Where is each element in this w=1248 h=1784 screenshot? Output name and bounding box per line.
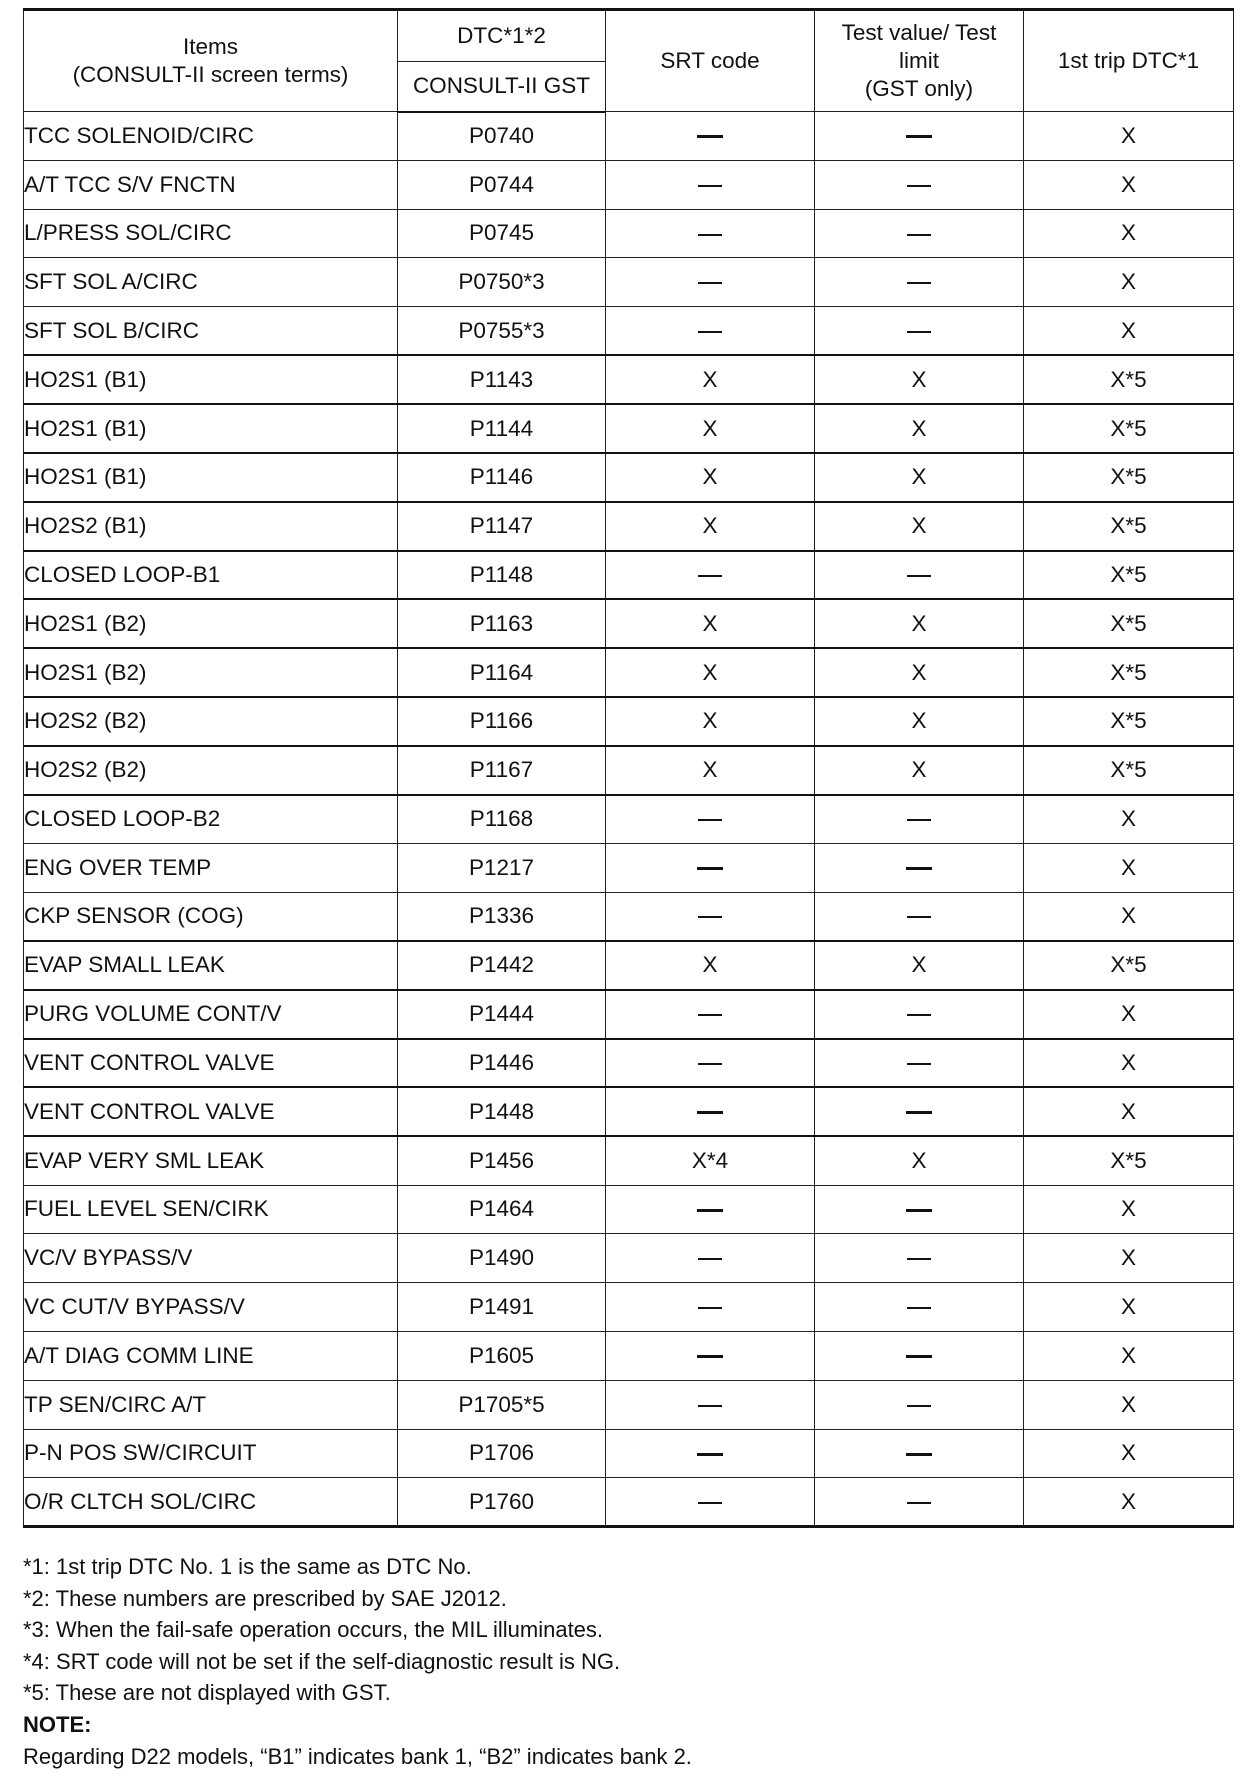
footnote-3: *3: When the fail-safe operation occurs, the MIL illuminates.: [23, 1617, 604, 1643]
table-row: [24, 1039, 1234, 1088]
row-test-value: [815, 892, 1024, 941]
row-first-trip: X: [1024, 795, 1234, 844]
row-dtc-code: P1706: [398, 1429, 606, 1478]
dash-mark: [698, 1258, 722, 1260]
dash-mark: [698, 1405, 722, 1407]
table-row: [24, 746, 1234, 795]
footnote-1: *1: 1st trip DTC No. 1 is the same as DTC No.: [23, 1554, 472, 1579]
table-row: [24, 648, 1234, 697]
row-test-value: [815, 1380, 1024, 1429]
row-first-trip: X: [1024, 1185, 1234, 1234]
row-item: EVAP VERY SML LEAK: [24, 1136, 398, 1185]
row-item: HO2S2 (B2): [24, 697, 398, 746]
table-row: [24, 551, 1234, 600]
row-dtc-code: P1448: [398, 1087, 606, 1136]
row-dtc-code: P1491: [398, 1283, 606, 1332]
row-srt-code: [606, 1234, 815, 1283]
row-item: VC CUT/V BYPASS/V: [24, 1283, 398, 1332]
row-item: A/T DIAG COMM LINE: [24, 1331, 398, 1380]
row-test-value: [815, 795, 1024, 844]
row-srt-code: [606, 892, 815, 941]
table-row: [24, 1380, 1234, 1429]
table-row: [24, 209, 1234, 258]
row-item: VENT CONTROL VALVE: [24, 1039, 398, 1088]
row-first-trip: X*5: [1024, 746, 1234, 795]
row-dtc-code: P0740: [398, 112, 606, 161]
row-test-value: X: [815, 502, 1024, 551]
row-first-trip: X*5: [1024, 355, 1234, 404]
dash-mark: [906, 867, 932, 870]
header-dtc: DTC*1*2: [398, 10, 606, 62]
row-test-value: X: [815, 453, 1024, 502]
row-dtc-code: P1164: [398, 648, 606, 697]
table-row: [24, 697, 1234, 746]
row-test-value: X: [815, 599, 1024, 648]
row-item: ENG OVER TEMP: [24, 843, 398, 892]
table-row: [24, 795, 1234, 844]
header-test-value-line-1: Test value/ Test: [841, 20, 997, 45]
table-row: [24, 307, 1234, 356]
dash-mark: [907, 916, 931, 918]
row-test-value: [815, 990, 1024, 1039]
row-test-value: [815, 112, 1024, 161]
row-test-value: [815, 1331, 1024, 1380]
row-test-value: X: [815, 697, 1024, 746]
header-test-value: [815, 10, 1024, 112]
footnote-5: *5: These are not displayed with GST.: [23, 1680, 391, 1706]
row-item: PURG VOLUME CONT/V: [24, 990, 398, 1039]
row-dtc-code: P1760: [398, 1478, 606, 1527]
row-srt-code: [606, 551, 815, 600]
row-first-trip: X: [1024, 1039, 1234, 1088]
dash-mark: [697, 1209, 723, 1212]
table-row: [24, 599, 1234, 648]
row-srt-code: [606, 1429, 815, 1478]
table-row: [24, 892, 1234, 941]
row-test-value: X: [815, 941, 1024, 990]
row-test-value: [815, 307, 1024, 356]
dash-mark: [906, 1209, 932, 1212]
row-first-trip: X: [1024, 1429, 1234, 1478]
row-first-trip: X*5: [1024, 453, 1234, 502]
row-test-value: [815, 1185, 1024, 1234]
row-item: VC/V BYPASS/V: [24, 1234, 398, 1283]
row-item: HO2S1 (B1): [24, 404, 398, 453]
row-srt-code: [606, 795, 815, 844]
header-first-trip-dtc: 1st trip DTC*1: [1024, 10, 1234, 112]
row-srt-code: [606, 1283, 815, 1332]
dash-mark: [697, 135, 723, 138]
row-item: HO2S1 (B1): [24, 355, 398, 404]
dash-mark: [907, 1307, 931, 1309]
row-dtc-code: P0755*3: [398, 307, 606, 356]
row-test-value: [815, 1039, 1024, 1088]
row-srt-code: X: [606, 746, 815, 795]
row-dtc-code: P0745: [398, 209, 606, 258]
header-srt-code: SRT code: [606, 10, 815, 112]
dash-mark: [698, 1063, 722, 1065]
row-srt-code: [606, 307, 815, 356]
dash-mark: [906, 135, 932, 138]
row-srt-code: X: [606, 599, 815, 648]
row-dtc-code: P1442: [398, 941, 606, 990]
row-test-value: [815, 258, 1024, 307]
row-srt-code: X: [606, 697, 815, 746]
dash-mark: [698, 819, 722, 821]
table-row: [24, 355, 1234, 404]
row-dtc-code: P1168: [398, 795, 606, 844]
row-srt-code: [606, 160, 815, 209]
row-first-trip: X: [1024, 258, 1234, 307]
row-first-trip: X: [1024, 160, 1234, 209]
footnote-4: *4: SRT code will not be set if the self-diagnostic result is NG.: [23, 1648, 621, 1674]
row-srt-code: [606, 1039, 815, 1088]
dash-mark: [697, 1355, 723, 1358]
table-row: [24, 1185, 1234, 1234]
row-item: A/T TCC S/V FNCTN: [24, 160, 398, 209]
dash-mark: [907, 1014, 931, 1016]
row-item: HO2S1 (B1): [24, 453, 398, 502]
row-test-value: X: [815, 746, 1024, 795]
row-srt-code: X*4: [606, 1136, 815, 1185]
row-first-trip: X: [1024, 307, 1234, 356]
row-item: VENT CONTROL VALVE: [24, 1087, 398, 1136]
row-srt-code: X: [606, 355, 815, 404]
dash-mark: [698, 575, 722, 577]
table-row: [24, 1478, 1234, 1527]
row-dtc-code: P0750*3: [398, 258, 606, 307]
row-dtc-code: P1605: [398, 1331, 606, 1380]
row-srt-code: X: [606, 453, 815, 502]
dash-mark: [697, 1453, 723, 1456]
row-test-value: [815, 843, 1024, 892]
row-dtc-code: P1147: [398, 502, 606, 551]
row-first-trip: X*5: [1024, 404, 1234, 453]
dash-mark: [698, 1307, 722, 1309]
table-row: [24, 258, 1234, 307]
table-row: [24, 502, 1234, 551]
header-consult-gst: CONSULT-II GST: [398, 62, 606, 112]
row-test-value: [815, 209, 1024, 258]
dash-mark: [907, 1405, 931, 1407]
header-test-value-line-2: limit: [899, 48, 939, 73]
row-dtc-code: P1143: [398, 355, 606, 404]
row-test-value: X: [815, 1136, 1024, 1185]
header-items-line-1: Items: [182, 34, 238, 59]
header-items: [24, 10, 398, 112]
row-item: EVAP SMALL LEAK: [24, 941, 398, 990]
row-dtc-code: P1456: [398, 1136, 606, 1185]
dash-mark: [907, 282, 931, 284]
row-test-value: [815, 1087, 1024, 1136]
row-item: CKP SENSOR (COG): [24, 892, 398, 941]
row-srt-code: [606, 112, 815, 161]
row-test-value: [815, 551, 1024, 600]
row-srt-code: X: [606, 502, 815, 551]
row-dtc-code: P1167: [398, 746, 606, 795]
dash-mark: [906, 1111, 932, 1114]
row-item: HO2S1 (B2): [24, 648, 398, 697]
row-dtc-code: P1464: [398, 1185, 606, 1234]
row-test-value: X: [815, 648, 1024, 697]
row-dtc-code: P1336: [398, 892, 606, 941]
row-dtc-code: P1444: [398, 990, 606, 1039]
row-test-value: [815, 1429, 1024, 1478]
dash-mark: [907, 185, 931, 187]
row-srt-code: X: [606, 404, 815, 453]
row-dtc-code: P1490: [398, 1234, 606, 1283]
row-test-value: [815, 1283, 1024, 1332]
row-first-trip: X: [1024, 892, 1234, 941]
row-item: FUEL LEVEL SEN/CIRK: [24, 1185, 398, 1234]
row-item: TP SEN/CIRC A/T: [24, 1380, 398, 1429]
row-srt-code: [606, 258, 815, 307]
table-row: [24, 990, 1234, 1039]
row-item: TCC SOLENOID/CIRC: [24, 112, 398, 161]
footnote-2: *2: These numbers are prescribed by SAE J2012.: [23, 1585, 507, 1611]
row-first-trip: X: [1024, 1331, 1234, 1380]
table-row: [24, 843, 1234, 892]
dash-mark: [907, 1063, 931, 1065]
table-row: [24, 1087, 1234, 1136]
row-first-trip: X*5: [1024, 1136, 1234, 1185]
table-row: [24, 941, 1234, 990]
dtc-table-body: [24, 112, 1234, 1527]
table-row: [24, 404, 1234, 453]
note-text: Regarding D22 models, “B1” indicates bank 1, “B2” indicates bank 2.: [23, 1743, 692, 1769]
dash-mark: [697, 1111, 723, 1114]
row-item: CLOSED LOOP-B2: [24, 795, 398, 844]
row-first-trip: X: [1024, 990, 1234, 1039]
row-first-trip: X: [1024, 112, 1234, 161]
row-srt-code: [606, 990, 815, 1039]
row-item: CLOSED LOOP-B1: [24, 551, 398, 600]
dash-mark: [698, 331, 722, 333]
dash-mark: [698, 185, 722, 187]
dash-mark: [906, 1453, 932, 1456]
row-item: HO2S2 (B1): [24, 502, 398, 551]
dash-mark: [906, 1355, 932, 1358]
dash-mark: [698, 234, 722, 236]
row-item: L/PRESS SOL/CIRC: [24, 209, 398, 258]
row-test-value: [815, 160, 1024, 209]
row-first-trip: X*5: [1024, 599, 1234, 648]
dtc-table: [23, 8, 1234, 1528]
dash-mark: [907, 1258, 931, 1260]
dash-mark: [907, 234, 931, 236]
row-srt-code: [606, 1185, 815, 1234]
row-test-value: X: [815, 355, 1024, 404]
row-item: HO2S1 (B2): [24, 599, 398, 648]
row-first-trip: X: [1024, 1087, 1234, 1136]
row-first-trip: X*5: [1024, 648, 1234, 697]
header-test-value-line-3: (GST only): [864, 76, 974, 101]
row-test-value: [815, 1478, 1024, 1527]
row-item: SFT SOL A/CIRC: [24, 258, 398, 307]
row-dtc-code: P1446: [398, 1039, 606, 1088]
dash-mark: [698, 282, 722, 284]
row-first-trip: X: [1024, 1478, 1234, 1527]
table-row: [24, 453, 1234, 502]
row-first-trip: X*5: [1024, 697, 1234, 746]
dash-mark: [907, 819, 931, 821]
row-item: O/R CLTCH SOL/CIRC: [24, 1478, 398, 1527]
row-test-value: [815, 1234, 1024, 1283]
row-dtc-code: P1148: [398, 551, 606, 600]
footnotes: [23, 1551, 1233, 1772]
dash-mark: [698, 1014, 722, 1016]
row-item: HO2S2 (B2): [24, 746, 398, 795]
header-items-line-2: (CONSULT-II screen terms): [72, 62, 349, 87]
table-row: [24, 160, 1234, 209]
table-row: [24, 1234, 1234, 1283]
dash-mark: [907, 1502, 931, 1504]
row-srt-code: [606, 1331, 815, 1380]
row-first-trip: X: [1024, 209, 1234, 258]
row-dtc-code: P1166: [398, 697, 606, 746]
table-row: [24, 1136, 1234, 1185]
table-row: [24, 1331, 1234, 1380]
note-title: NOTE:: [23, 1711, 92, 1737]
row-item: SFT SOL B/CIRC: [24, 307, 398, 356]
row-first-trip: X*5: [1024, 551, 1234, 600]
dash-mark: [907, 331, 931, 333]
row-dtc-code: P1217: [398, 843, 606, 892]
row-test-value: X: [815, 404, 1024, 453]
row-srt-code: [606, 1380, 815, 1429]
row-item: P-N POS SW/CIRCUIT: [24, 1429, 398, 1478]
row-srt-code: X: [606, 648, 815, 697]
row-first-trip: X: [1024, 1380, 1234, 1429]
row-srt-code: [606, 1087, 815, 1136]
row-dtc-code: P1163: [398, 599, 606, 648]
row-srt-code: [606, 1478, 815, 1527]
dash-mark: [698, 1502, 722, 1504]
dash-mark: [907, 575, 931, 577]
row-dtc-code: P1705*5: [398, 1380, 606, 1429]
row-first-trip: X: [1024, 843, 1234, 892]
table-row: [24, 112, 1234, 161]
dash-mark: [697, 867, 723, 870]
table-row: [24, 1429, 1234, 1478]
row-first-trip: X*5: [1024, 502, 1234, 551]
table-row: [24, 1283, 1234, 1332]
row-srt-code: [606, 209, 815, 258]
row-first-trip: X: [1024, 1283, 1234, 1332]
row-first-trip: X: [1024, 1234, 1234, 1283]
row-srt-code: X: [606, 941, 815, 990]
row-first-trip: X*5: [1024, 941, 1234, 990]
row-srt-code: [606, 843, 815, 892]
row-dtc-code: P1144: [398, 404, 606, 453]
row-dtc-code: P0744: [398, 160, 606, 209]
row-dtc-code: P1146: [398, 453, 606, 502]
dash-mark: [698, 916, 722, 918]
